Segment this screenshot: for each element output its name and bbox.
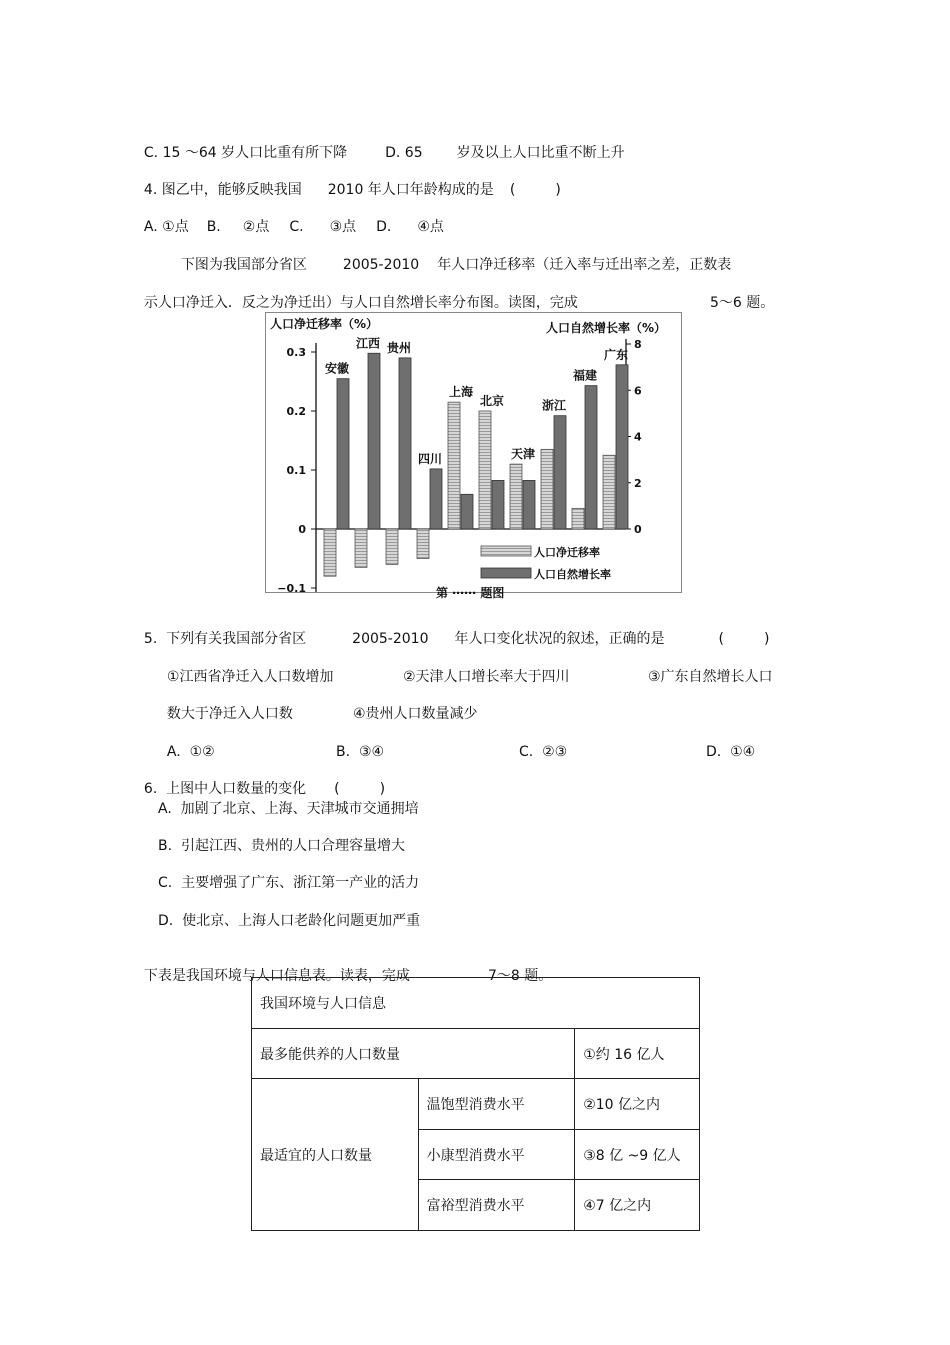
option-d-text: 岁及以上人口比重不断上升 (456, 145, 625, 161)
table-row (252, 978, 700, 1029)
intro-text-a: 下图为我国部分省区 (180, 257, 307, 273)
natural-growth-bar (585, 386, 597, 529)
province-label: 福建 (572, 368, 598, 383)
left-tick-label: 0 (298, 523, 306, 536)
province-label: 四川 (417, 451, 443, 466)
environment-population-table (251, 977, 700, 1231)
consumption-level-basic: 温饱型消费水平 (418, 1079, 575, 1130)
q4-option-b: B. (206, 219, 221, 235)
natural-growth-bar (337, 379, 349, 529)
natural-growth-bar (492, 480, 504, 529)
population-value-basic: ②10 亿之内 (575, 1079, 700, 1130)
left-tick-label: −0.1 (277, 582, 306, 595)
q4-option-b-text: ②点 (242, 219, 270, 235)
migration-bar (479, 411, 491, 529)
natural-growth-bar (430, 469, 442, 529)
natural-growth-bar (616, 365, 628, 529)
table-row (252, 1029, 700, 1079)
consumption-level-moderate: 小康型消费水平 (418, 1130, 575, 1180)
q6-stem: 6. 上图中人口数量的变化 (143, 781, 307, 797)
q5-statement-4: ④贵州人口数量减少 (353, 706, 478, 722)
q4-option-c-text: ③点 (329, 219, 357, 235)
q5-option-b: B. ③④ (336, 744, 385, 760)
q4-options (135, 200, 444, 236)
natural-growth-bar (523, 480, 535, 529)
q4-paren: ( ) (509, 182, 561, 198)
chart-svg (266, 313, 681, 600)
q5-statement-3-cont: 数大于净迁入人口数 (166, 706, 293, 722)
migration-bar (572, 508, 584, 529)
table-row (252, 1079, 700, 1130)
left-axis-title: 人口净迁移率（%） (270, 317, 379, 331)
q5-option-a: A. ①② (166, 744, 215, 760)
q5-option-c: C. ②③ (519, 744, 568, 760)
province-label: 江西 (355, 336, 381, 351)
left-tick-label: 0.3 (286, 346, 306, 359)
q4-option-a: A. ①点 (143, 219, 189, 235)
natural-growth-bar (554, 416, 566, 529)
table-intro-range: 7～8 题。 (488, 968, 553, 984)
q5-statements-2 (158, 687, 478, 723)
left-tick-label: 0.2 (286, 405, 306, 418)
right-tick-label: 6 (634, 384, 642, 398)
q6-option-d: D. 使北京、上海人口老龄化问题更加严重 (158, 913, 421, 929)
q5-paren: ( ) (718, 631, 770, 647)
legend-label-migration: 人口净迁移率 (534, 546, 600, 559)
province-label: 安徽 (324, 361, 350, 376)
q4-stem: 4. 图乙中，能够反映我国 (143, 182, 302, 198)
question-5 (135, 612, 769, 648)
province-label: 广东 (603, 347, 629, 362)
q6-option-c: C. 主要增强了广东、浙江第一产业的活力 (158, 875, 420, 891)
intro-text-2a: 示人口净迁入．反之为净迁出）与人口自然增长率分布图。读图，完成 (143, 295, 578, 311)
q5-option-d: D. ①④ (706, 744, 756, 760)
migration-growth-chart (265, 312, 682, 600)
q5-years: 2005-2010 (352, 631, 429, 647)
legend-label-natural: 人口自然增长率 (534, 568, 611, 581)
migration-bar (355, 529, 367, 567)
question-4 (135, 163, 561, 199)
q4-option-c: C. (289, 219, 304, 235)
intro-question-range: 5～6 题。 (710, 295, 775, 311)
migration-bar (541, 449, 553, 529)
migration-bar (386, 529, 398, 564)
right-tick-label: 2 (634, 476, 642, 490)
migration-bar (324, 529, 336, 576)
population-value-moderate: ③8 亿 ~9 亿人 (575, 1130, 700, 1180)
province-label: 贵州 (386, 340, 412, 355)
q4-option-d: D. (376, 219, 392, 235)
table-intro-text: 下表是我国环境与人口信息表。读表，完成 (143, 968, 410, 984)
max-population-label: 最多能供养的人口数量 (252, 1029, 575, 1079)
q4-option-d-text: ④点 (417, 219, 444, 235)
right-tick-label: 4 (634, 430, 642, 444)
natural-growth-bar (368, 353, 380, 529)
population-value-affluent: ④7 亿之内 (575, 1180, 700, 1231)
right-tick-label: 8 (634, 338, 642, 351)
intro-text-c: 年人口净迁移率（迁入率与迁出率之差，正数表 (437, 257, 732, 273)
table-title: 我国环境与人口信息 (252, 978, 700, 1029)
optimal-population-label: 最适宜的人口数量 (252, 1079, 419, 1231)
natural-growth-bar (399, 358, 411, 529)
province-label: 浙江 (541, 398, 567, 413)
legend-swatch-natural (481, 568, 531, 578)
q5-statement-3: ③广东自然增长人口 (648, 669, 773, 685)
q6-option-a: A. 加剧了北京、上海、天津城市交通拥培 (158, 801, 419, 817)
intro-years: 2005-2010 (342, 257, 420, 273)
option-d: D. 65 (385, 145, 423, 161)
intro-line-1 (172, 238, 731, 274)
province-label: 天津 (510, 447, 536, 462)
option-c: C. 15 ～64 岁人口比重有所下降 (143, 145, 348, 161)
q5-statement-2: ②天津人口增长率大于四川 (403, 669, 570, 685)
right-tick-label: 0 (634, 523, 642, 536)
legend-swatch-migration (481, 546, 531, 556)
intro-line-2 (135, 276, 775, 312)
q5-stem: 5. 下列有关我国部分省区 (143, 631, 307, 647)
q5-statement-1: ①江西省净迁入人口数增加 (166, 669, 334, 685)
migration-bar (417, 529, 429, 559)
q6-option-b: B. 引起江西、贵州的人口合理容量增大 (158, 838, 405, 854)
q4-stem-2: 2010 年人口年龄构成的是 (327, 182, 494, 198)
question-6 (135, 762, 385, 798)
right-axis-title: 人口自然增长率（%） (546, 321, 667, 335)
migration-bar (510, 464, 522, 529)
migration-bar (448, 402, 460, 529)
consumption-level-affluent: 富裕型消费水平 (418, 1180, 575, 1231)
q3-options-cd (135, 126, 625, 162)
max-population-value: ①约 16 亿人 (575, 1029, 700, 1079)
q5-options (158, 725, 756, 761)
left-tick-label: 0.1 (286, 464, 306, 477)
natural-growth-bar (461, 494, 473, 529)
chart-caption: 第 ⋯⋯ 题图 (436, 586, 505, 600)
province-label: 北京 (479, 394, 505, 408)
province-label: 上海 (448, 385, 474, 400)
migration-bar (603, 455, 615, 529)
q5-statements-1 (158, 650, 773, 686)
q5-stem-2: 年人口变化状况的叙述，正确的是 (454, 631, 665, 647)
q6-paren: ( ) (334, 781, 386, 797)
